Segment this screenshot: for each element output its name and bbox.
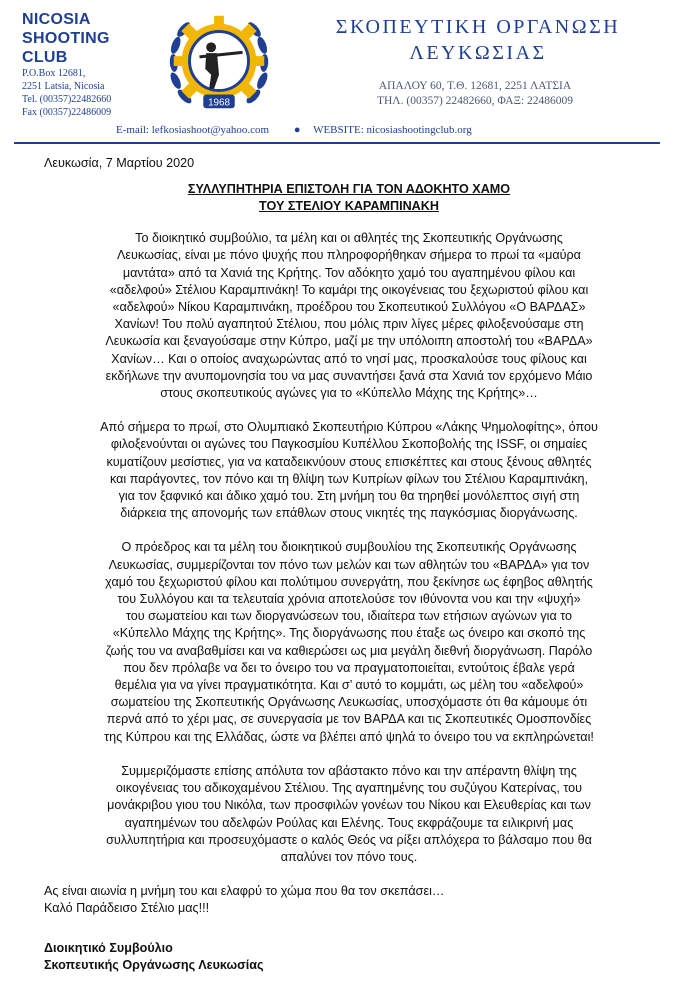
text-line: ζωής του να αναβαθμίσει και να καθιερώσει ως μια μεγάλη διεθνή διοργάνωση. Παρόλο <box>105 643 593 658</box>
paragraph-2 <box>44 419 654 522</box>
text-line: μαντάτα» από τα Χανιά της Κρήτης. Τον αδόκητο χαμό του αγαπημένου φίλου και <box>122 265 576 280</box>
club-contact-line: P.O.Box 12681, <box>22 68 86 79</box>
text-line: και παράγοντες, τον πόνο και τη θλίψη των Κυπρίων φίλων του Στέλιου Καραμπινάκη, <box>109 471 589 486</box>
club-contact-line: Fax (00357)22486009 <box>22 107 112 118</box>
text-line: Χανίων… Και ο οποίος αναχωρώντας από το νησί μας, προσκαλούσε τους φίλους και <box>111 351 587 366</box>
text-line: «Κύπελλο Μάχης της Κρήτης». Της διοργάνωσης που έταξε ως όνειρο και σκοπό της <box>112 626 586 641</box>
club-contact-line: 2251 Latsia, Nicosia <box>22 81 105 92</box>
letter-body <box>44 155 654 974</box>
contact-line <box>116 124 673 136</box>
closing-line: Ας είναι αιωνία η μνήμη του και ελαφρύ το χώμα που θα τον σκεπάσει… <box>44 884 445 899</box>
organization-address-line: ΤΗΛ. (00357) 22482660, ΦΑΞ: 22486009 <box>376 95 574 107</box>
heading-line: ΣΥΛΛΥΠΗΤΗΡΙΑ ΕΠΙΣΤΟΛΗ ΓΙΑ ΤΟΝ ΑΔΟΚΗΤΟ ΧΑΜΟ <box>187 182 511 197</box>
organization-name-line: ΛΕΥΚΩΣΙΑΣ <box>409 42 547 64</box>
text-line: Λευκωσίας, συμμερίζονται τον πόνο των μελών και των αθλητών του «ΒΑΡΔΑ» για τον <box>108 557 590 572</box>
text-line: Λευκωσίας, είναι με πόνο ψυχής που πληροφορήθηκαν σήμερα το πρωί τα «μαύρα <box>117 248 581 263</box>
text-line: φιλοξενούνται οι αγώνες του Παγκοσμίου Κυπέλλου Σκοποβολής της ISSF, οι σημαίες <box>110 437 588 452</box>
organization-name-line: ΣΚΟΠΕΥΤΙΚΗ ΟΡΓΑΝΩΣΗ <box>335 16 621 38</box>
organization-address <box>285 79 665 109</box>
text-line: Από σήμερα το πρωί, στο Ολυμπιακό Σκοπευτήριο Κύπρου «Λάκης Ψημολοφίτης», όπου <box>100 420 598 435</box>
text-line: «αδελφού» Στέλιου Καραμπινάκη! Το καμάρι της οικογένειας του ξεχωριστού φίλου και <box>109 282 589 297</box>
logo-year <box>203 94 234 108</box>
website-link[interactable]: WEBSITE: nicosiashootingclub.org <box>313 124 472 136</box>
letterhead <box>0 0 673 148</box>
text-line: του Συλλόγου και τα τελευταία χρόνια αποτελούσε τον ιθύνοντα νου και την «ψυχή» <box>117 592 581 607</box>
text-line: θεμέλια για να γίνει πραγματικότητα. Και σ’ αυτό το κομμάτι, ως μέλη του «αδελφού» <box>114 678 584 693</box>
text-line: συλλυπητήρια και προσευχόμαστε ο καλός Θεός να ρίξει απλόχερα το βάλσαμο που θα <box>106 832 592 847</box>
text-line: αγαπημένων του αδελφών Ρούλας και Ελένης. Τους εκφράζουμε τα ειλικρινή μας <box>124 815 574 830</box>
text-line: Χανίων! Του πολύ αγαπητού Στέλιου, που μόλις πριν λίγες μέρες φιλοξενούσαμε στη <box>114 317 584 332</box>
heading-line: ΤΟΥ ΣΤΕΛΙΟΥ ΚΑΡΑΜΠΙΝΑΚΗ <box>259 199 439 214</box>
email-link[interactable]: E-mail: lefkosiashoot@yahoo.com <box>116 124 270 136</box>
text-line: Λευκωσία και ξεναγούσαμε στην Κύπρο, μαζί με την υπόλοιπη αποστολή του «ΒΑΡΔΑ» <box>105 334 593 349</box>
text-line: Το διοικητικό συμβούλιο, τα μέλη και οι αθλητές της Σκοπευτικής Οργάνωσης <box>135 231 563 246</box>
text-line: της Κύπρου και της Ελλάδας, ώστε να βλέπει από ψηλά το όνειρο του να εκπληρώνεται! <box>104 729 594 744</box>
club-name-line: CLUB <box>22 49 68 66</box>
club-logo-icon <box>160 4 278 122</box>
club-contact-line: Tel. (00357)22482660 <box>22 94 112 105</box>
text-line: Συμμεριζόμαστε επίσης απόλυτα τον αβάστακτο πόνο και την απέραντη θλίψη της <box>121 763 577 778</box>
letter-date: Λευκωσία, 7 Μαρτίου 2020 <box>44 156 195 170</box>
text-line: στους σκοπευτικούς αγώνες για το «Κύπελλο Μάχης της Κρήτης»… <box>160 386 538 401</box>
header-divider <box>14 142 660 144</box>
text-line: οικογένειας του αδικοχαμένου Στέλιου. Της αγαπημένης του συζύγου Κατερίνας, του <box>115 781 583 796</box>
text-line: εκδήλωνε την ανυπομονησία του να μας συναντήσει ξανά στα Χανιά τον ερχόμενο Μάιο <box>105 368 593 383</box>
text-line: απαλύνει τον πόνο τους. <box>280 849 418 864</box>
text-line: μονάκριβου γιου του Νικόλα, των προσφιλών γονέων του Νίκου και Ελευθερίας και των <box>107 798 591 813</box>
club-name-line: NICOSIA <box>22 11 91 28</box>
text-line: του σωματείου και των διοργανώσεων του, ιδιαίτερα των ετήσιων αγώνων για το <box>125 609 573 624</box>
logo-year-text: 1968 <box>208 97 230 109</box>
club-contact <box>22 67 172 119</box>
club-name <box>22 10 162 67</box>
signature <box>44 940 654 974</box>
signature-line: Διοικητικό Συμβούλιο <box>44 940 173 955</box>
closing-line: Καλό Παράδεισο Στέλιο μας!!! <box>44 901 210 916</box>
text-line: κυματίζουν μεσίστιες, για να καταδεικνύουν στους επισκέπτες και στους ξένους αθλητές <box>106 454 592 469</box>
text-line: που δεν πρόλαβε να δει το όνειρο του να πραγματοποιείται, εντούτοις έβαλε γερά <box>123 660 575 675</box>
organization-address-line: ΑΠΑΛΟΥ 60, Τ.Θ. 12681, 2251 ΛΑΤΣΙΑ <box>378 80 572 92</box>
club-name-line: SHOOTING <box>22 30 110 47</box>
organization-name <box>285 14 671 66</box>
signature-line: Σκοπευτικής Οργάνωσης Λευκωσίας <box>44 957 264 972</box>
text-line: σωματείου της Σκοπευτικής Οργάνωσης Λευκωσίας, υποσχόμαστε ότι θα κάμουμε ότι <box>110 695 588 710</box>
letter-heading <box>44 181 654 215</box>
text-line: περνά από το χέρι μας, σε συνεργασία με τον ΒΑΡΔΑ και τις Σκοπευτικές Ομοσπονδίες <box>106 712 592 727</box>
text-line: χαμό του ξεχωριστού φίλου και πολύτιμου συνεργάτη, που ξεκίνησε ως έφηβος αθλητής <box>105 574 593 589</box>
paragraph-1 <box>44 230 654 402</box>
text-line: για τον ξαφνικό και άδικο χαμό του. Στη μνήμη του θα τηρηθεί μονόλεπτος σιγή στη <box>118 489 580 504</box>
bullet-icon: ● <box>293 124 301 136</box>
paragraph-4 <box>44 763 654 866</box>
text-line: Ο πρόεδρος και τα μέλη του διοικητικού συμβουλίου της Σκοπευτικής Οργάνωσης <box>121 540 577 555</box>
paragraph-3 <box>44 539 654 745</box>
text-line: διάρκεια της απονομής των επάθλων στους νικητές της παγκόσμιας διοργάνωσης. <box>120 506 578 521</box>
closing <box>44 883 654 917</box>
text-line: «αδελφού» Νίκου Καραμπινάκη, προέδρου του Σκοπευτικού Συλλόγου «Ο ΒΑΡΔΑΣ» <box>112 300 586 315</box>
